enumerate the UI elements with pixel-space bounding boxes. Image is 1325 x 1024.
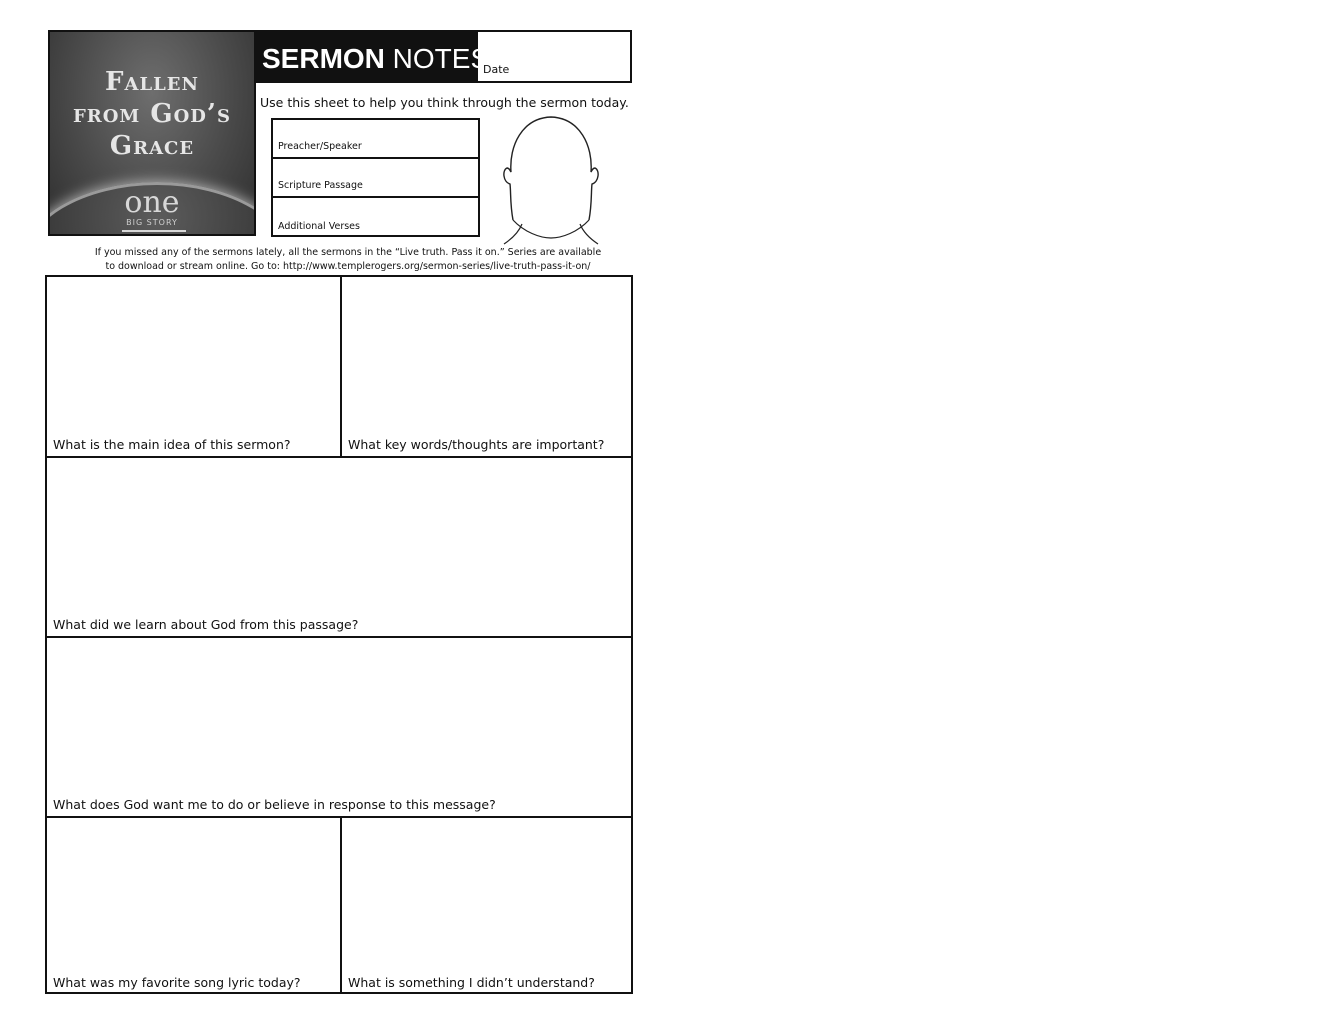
not-understand-box[interactable] [340,816,631,994]
face-outline-icon [500,112,602,246]
preacher-field[interactable] [273,120,478,159]
sermon-notes-header [256,30,490,83]
page-title-bold: SERMON [262,43,385,74]
logo-underline [122,230,186,232]
page-title-rest: NOTES [384,43,490,74]
scripture-label: Scripture Passage [278,180,363,191]
note-line-2: to download or stream online. Go to: http://www.templerogers.org/sermon-series/live-truth-pass-it-on/ [105,261,591,272]
one-big-story-logo: one [124,185,180,220]
series-artwork [48,30,256,236]
scripture-field[interactable] [273,159,478,198]
additional-verses-label: Additional Verses [278,221,360,232]
date-label: Date [483,63,510,76]
notes-grid [45,275,633,994]
additional-verses-field[interactable] [273,198,478,237]
not-understand-prompt: What is something I didn’t understand? [348,975,595,990]
main-idea-box[interactable] [47,277,340,456]
learn-about-god-box[interactable] [47,456,631,636]
series-title-line-1: Fallen [105,67,199,97]
main-idea-prompt: What is the main idea of this sermon? [53,437,291,452]
series-title [50,66,254,162]
key-words-prompt: What key words/thoughts are important? [348,437,605,452]
key-words-box[interactable] [340,277,631,456]
response-prompt: What does God want me to do or believe in response to this message? [53,797,496,812]
preacher-label: Preacher/Speaker [278,141,362,152]
response-box[interactable] [47,636,631,816]
song-lyric-box[interactable] [47,816,340,994]
learn-about-god-prompt: What did we learn about God from this passage? [53,617,359,632]
series-title-line-2: from God’s [73,99,231,129]
sermon-info-fields [271,118,480,237]
note-line-1: If you missed any of the sermons lately, all the sermons in the “Live truth. Pass it on.” Series are available [94,247,602,258]
logo-subtext: BIG STORY [126,218,178,227]
song-lyric-prompt: What was my favorite song lyric today? [53,975,301,990]
instruction-text: Use this sheet to help you think through the sermon today. [260,95,629,110]
page-title [262,44,489,74]
date-field[interactable] [478,30,632,83]
sermon-archive-note [88,246,608,274]
series-title-line-3: Grace [109,131,195,161]
